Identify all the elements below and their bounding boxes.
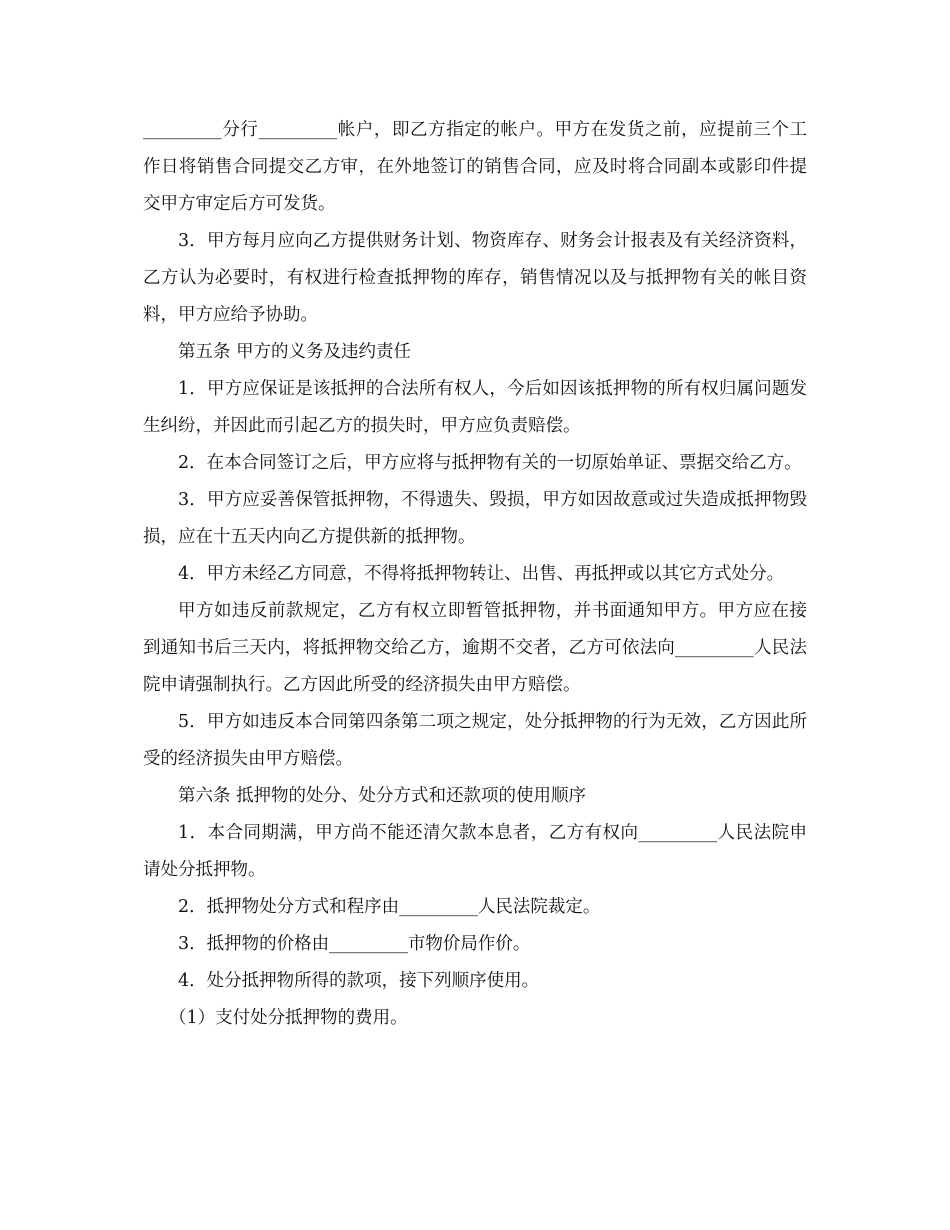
paragraph-clause-6-4-item-1: （1）支付处分抵押物的费用。 (169, 1008, 408, 1028)
article-6-heading: 第六条 抵押物的处分、处分方式和还款项的使用顺序 (178, 786, 587, 806)
article-5-heading: 第五条 甲方的义务及违约责任 (178, 342, 412, 362)
paragraph-clause-6-2: 2．抵押物处分方式和程序由_________人民法院裁定。 (178, 897, 601, 917)
paragraph-clause-5-1: 1．甲方应保证是该抵押的合法所有权人，今后如因该抵押物的所有权归属问题发生纠纷，并因此而引起乙方的损失时，甲方应负责赔偿。 (143, 379, 807, 436)
paragraph-clause-6-1: 1．本合同期满，甲方尚不能还清欠款本息者，乙方有权向_________人民法院申请处分抵押物。 (143, 823, 807, 880)
document-page (143, 112, 807, 1037)
paragraph-clause-5-2: 2．在本合同签订之后，甲方应将与抵押物有关的一切原始单证、票据交给乙方。 (178, 453, 802, 473)
paragraph-clause-6-4: 4．处分抵押物所得的款项，接下列顺序使用。 (178, 971, 540, 991)
paragraph-clause-6-3: 3．抵押物的价格由_________市物价局作价。 (178, 934, 531, 954)
paragraph-clause-5-3: 3．甲方应妥善保管抵押物，不得遗失、毁损，甲方如因故意或过失造成抵押物毁损，应在十五天内向乙方提供新的抵押物。 (143, 490, 807, 547)
paragraph-clause-5-4: 4．甲方未经乙方同意，不得将抵押物转让、出售、再抵押或以其它方式处分。 (178, 564, 785, 584)
paragraph-clause-5-4-violation: 甲方如违反前款规定，乙方有权立即暂管抵押物，并书面通知甲方。甲方应在接到通知书后三天内，将抵押物交给乙方，逾期不交者，乙方可依法向_________人民法院申请强制执行。乙方因此所受的经济损失由甲方赔偿。 (143, 601, 807, 695)
paragraph-clause-5-5: 5．甲方如违反本合同第四条第二项之规定，处分抵押物的行为无效，乙方因此所受的经济损失由甲方赔偿。 (143, 712, 807, 769)
paragraph-account-clause: _________分行_________帐户，即乙方指定的帐户。甲方在发货之前，应提前三个工作日将销售合同提交乙方审，在外地签订的销售合同，应及时将合同副本或影印件提交甲方审定后方可发货。 (143, 120, 807, 214)
paragraph-clause-4-3: 3．甲方每月应向乙方提供财务计划、物资库存、财务会计报表及有关经济资料，乙方认为必要时，有权进行检查抵押物的库存，销售情况以及与抵押物有关的帐目资料，甲方应给予协助。 (143, 231, 807, 325)
